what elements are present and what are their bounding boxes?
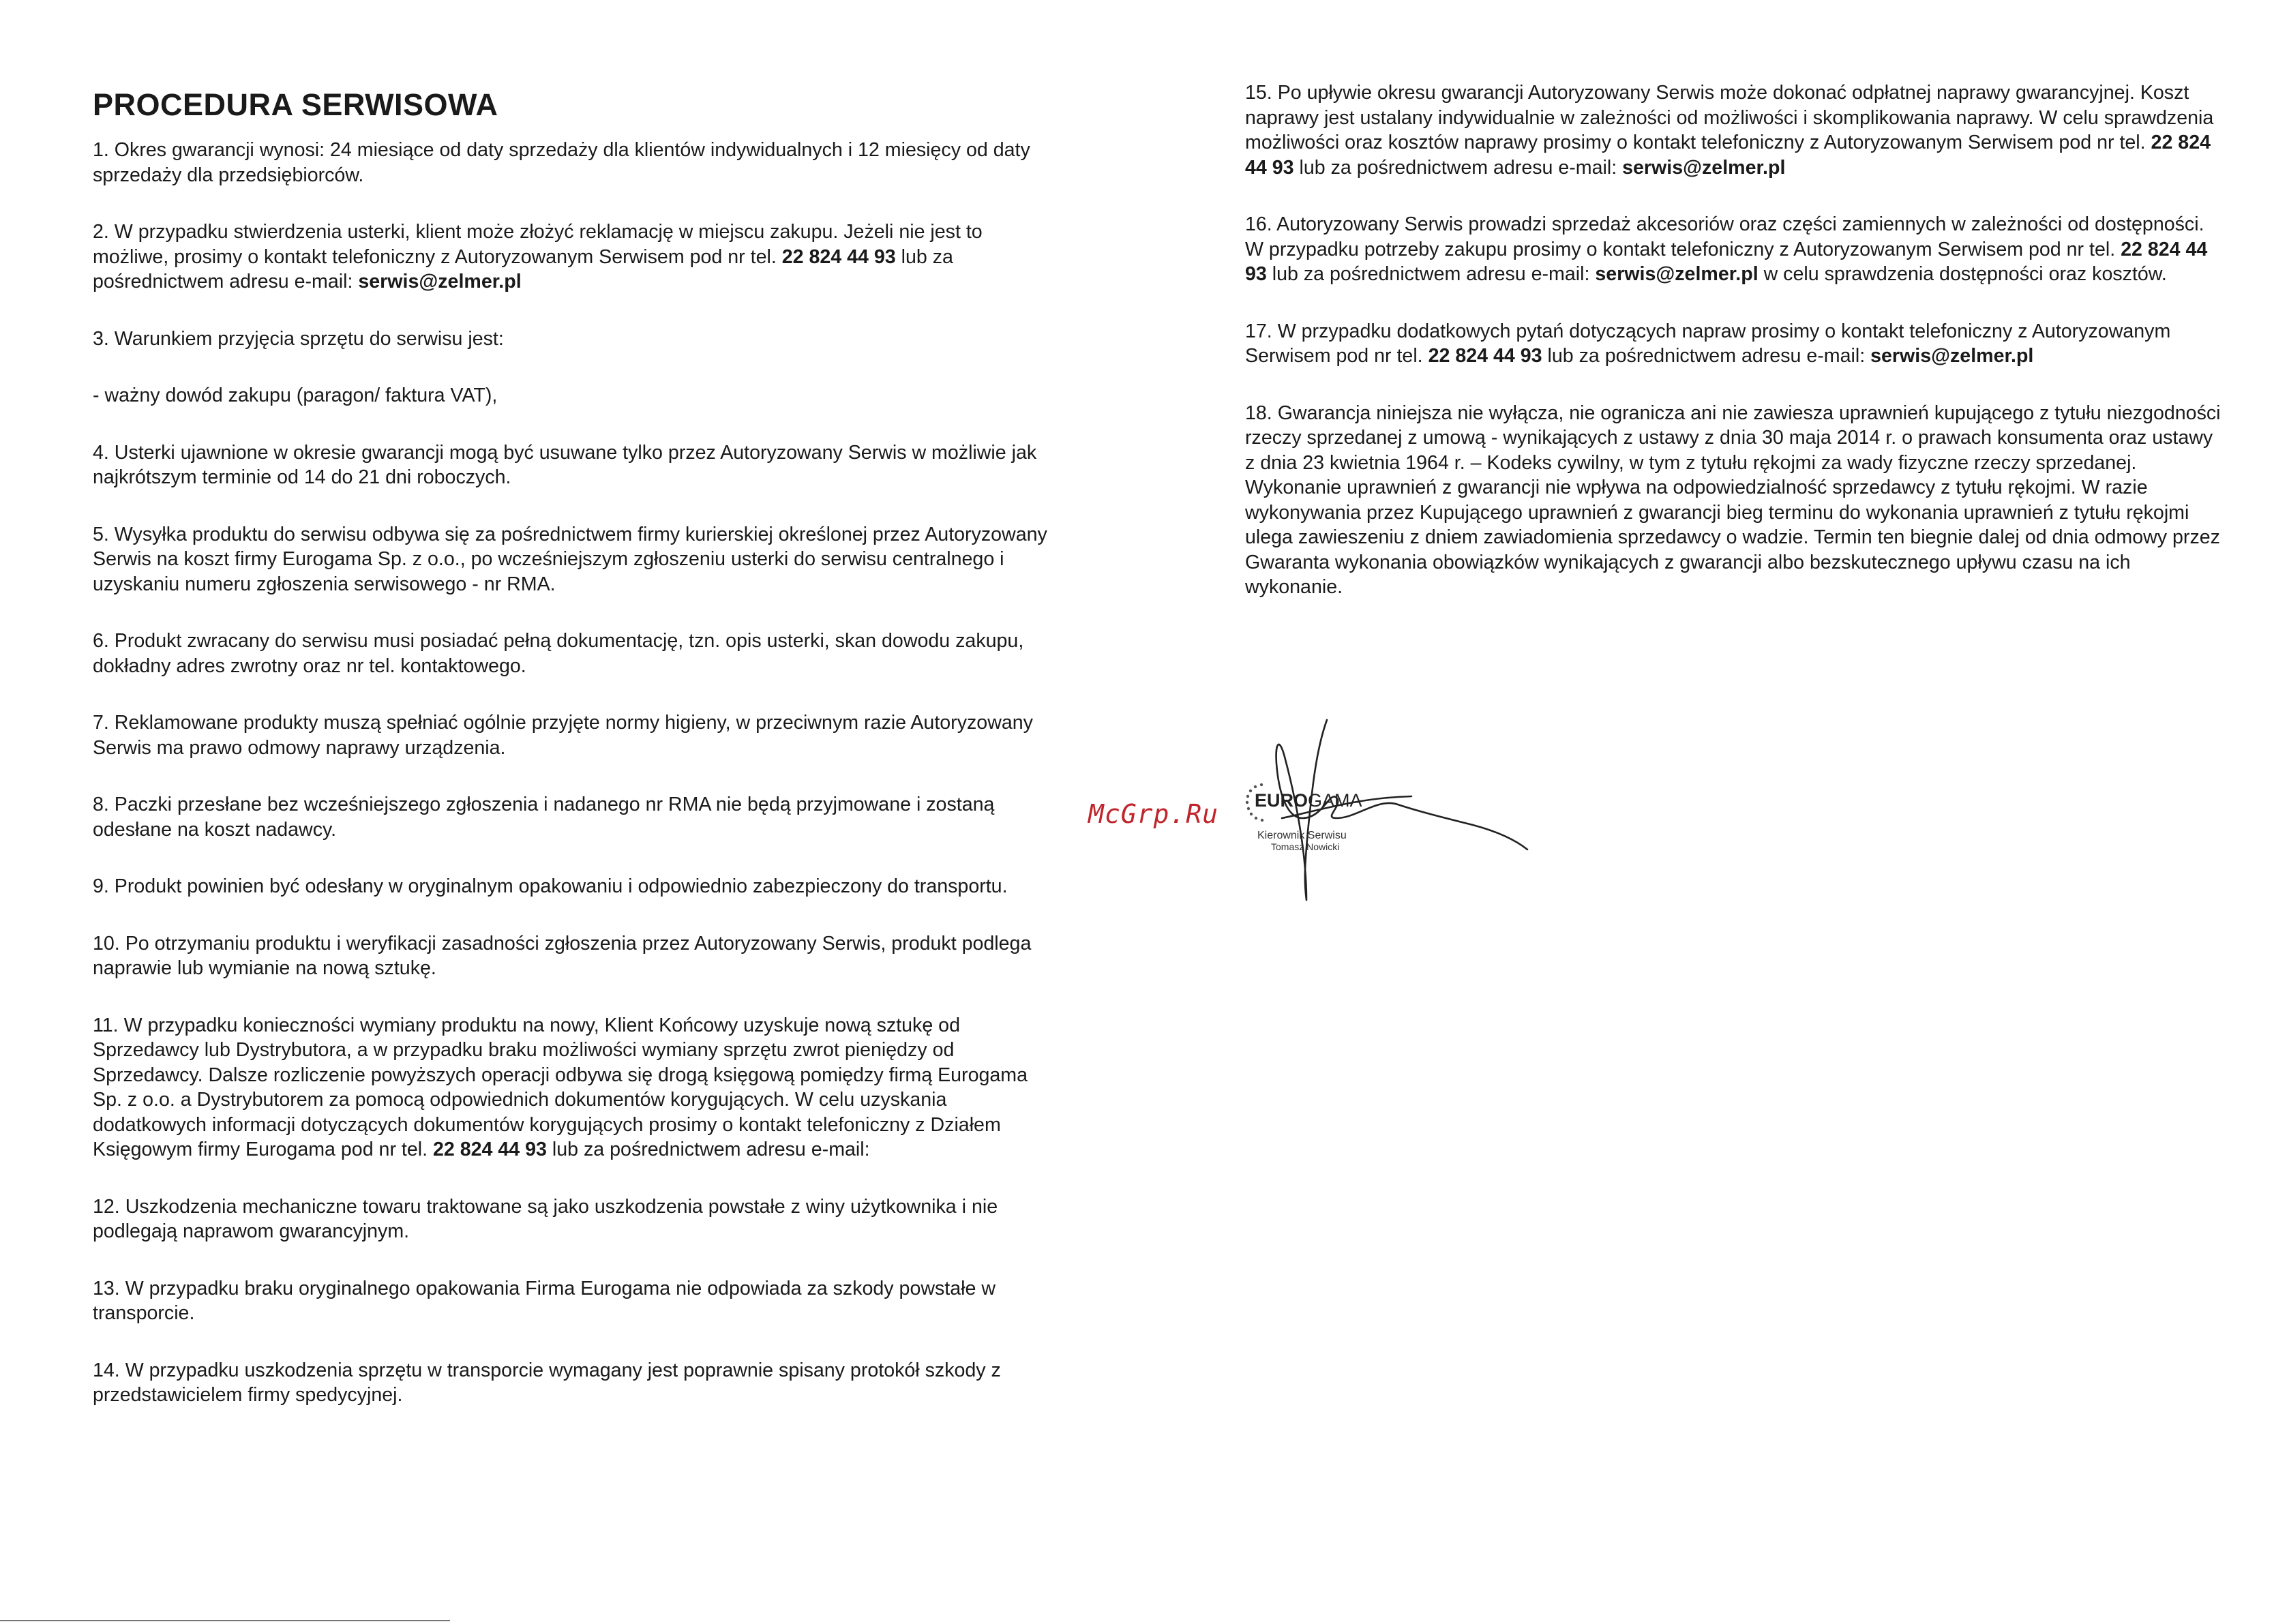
paragraph-p7	[93, 710, 1061, 760]
signature-stamp	[1241, 716, 1582, 914]
svg-text:Kierownik Serwisu: Kierownik Serwisu	[1257, 830, 1347, 841]
text-run: 18. Gwarancja niniejsza nie wyłącza, nie ogranicza ani nie zawiesza uprawnień kupującego z tytułu niezgodności rzeczy sprzedanej z umową - wynikających z ustawy z dnia 30 maja 2014 r. o prawach konsumenta oraz ustawy z dnia 23 kwietnia 1964 r. – Kodeks cywilny, w tym z tytułu rękojmi za wady fizyczne rzeczy sprzedanej. Wykonanie uprawnień z gwarancji nie wpływa na odpowiedzialność sprzedawcy z tytułu rękojmi. W razie wykonywania przez Kupującego uprawnień z gwarancji bieg terminu do wykonania uprawnień z tytułu rękojmi ulega zawieszeniu z dniem zawiadomienia sprzedawcy o wadzie. Termin ten biegnie dalej od dnia odmowy przez Gwaranta wykonania obowiązków wynikających z gwarancji albo bezskutecznego upływu czasu na ich wykonanie.	[1245, 402, 2221, 598]
paragraph-p6	[93, 629, 1061, 678]
bold-text: serwis@zelmer.pl	[1870, 345, 2034, 367]
text-run: 10. Po otrzymaniu produktu i weryfikacji zasadności zgłoszenia przez Autoryzowany Serwis, produkt podlega naprawie lub wymianie na nową sztukę.	[93, 932, 1032, 979]
text-run: 11. W przypadku konieczności wymiany produktu na nowy, Klient Końcowy uzyskuje nową sztukę od Sprzedawcy lub Dystrybutora, a w przypadku braku możliwości wymiany sprzętu zwrot pieniędzy od Sprzedawcy. Dalsze rozliczenie powyższych operacji odbywa się drogą księgową pomiędzy firmą Eurogama Sp. z o.o. a Dystrybutorem za pomocą odpowiednich dokumentów korygujących. W celu uzyskania dodatkowych informacji dotyczących dokumentów korygujących prosimy o kontakt telefoniczny z Działem Księgowym firmy Eurogama pod nr tel.	[93, 1014, 1028, 1160]
paragraph-p3a	[93, 383, 1061, 408]
paragraph-p3	[93, 327, 1061, 352]
text-run: lub za pośrednictwem adresu e-mail:	[1542, 345, 1871, 367]
bold-text: serwis@zelmer.pl	[358, 271, 522, 292]
text-run: lub za pośrednictwem adresu e-mail:	[93, 245, 953, 292]
paragraph-p13	[93, 1276, 1061, 1326]
text-run: 14. W przypadku uszkodzenia sprzętu w transporcie wymagany jest poprawnie spisany protokół szkody z przedstawicielem firmy spedycyjnej.	[93, 1359, 1001, 1406]
text-run: 9. Produkt powinien być odesłany w oryginalnym opakowaniu i odpowiednio zabezpieczony do transportu.	[93, 875, 1008, 897]
right-column	[1245, 80, 2227, 632]
svg-text:Tomasz Nowicki: Tomasz Nowicki	[1271, 841, 1340, 852]
text-run: 13. W przypadku braku oryginalnego opakowania Firma Eurogama nie odpowiada za szkody powstałe w transporcie.	[93, 1277, 996, 1324]
watermark: McGrp.Ru	[1088, 799, 1219, 829]
text-run: 2. W przypadku stwierdzenia usterki, klient może złożyć reklamację w miejscu zakupu. Jeżeli nie jest to możliwe, prosimy o kontakt telefoniczny z Autoryzowanym Serwisem pod nr tel.	[93, 221, 983, 268]
text-run: 8. Paczki przesłane bez wcześniejszego zgłoszenia i nadanego nr RMA nie będą przyjmowane i zostaną odesłane na koszt nadawcy.	[93, 794, 995, 841]
left-column	[93, 80, 1061, 1440]
bold-text: 22 824 44 93	[781, 245, 896, 268]
bold-text: 22 824 44 93	[433, 1139, 547, 1160]
bold-text: 22 824 44 93	[1245, 132, 2211, 179]
paragraph-p17	[1245, 319, 2227, 369]
text-run: 15. Po upływie okresu gwarancji Autoryzowany Serwis może dokonać odpłatnej naprawy gwarancyjnej. Koszt naprawy jest ustalany indywidualnie w zależności od możliwości i skomplikowania naprawy. W celu sprawdzenia możliwości oraz kosztów naprawy prosimy o kontakt telefoniczny z Autoryzowanym Serwisem pod nr tel.	[1245, 82, 2214, 153]
paragraph-p4	[93, 440, 1061, 490]
paragraph-p16	[1245, 212, 2227, 287]
text-run: - ważny dowód zakupu (paragon/ faktura VAT),	[93, 385, 498, 406]
paragraph-p14	[93, 1358, 1061, 1408]
paragraph-p11	[93, 1013, 1061, 1162]
svg-text:EUROGAMA: EUROGAMA	[1255, 790, 1362, 811]
text-run: w celu sprawdzenia dostępności oraz kosztów.	[1758, 263, 2167, 285]
text-run: 3. Warunkiem przyjęcia sprzętu do serwisu jest:	[93, 327, 504, 350]
page-title: PROCEDURA SERWISOWA	[93, 87, 498, 122]
paragraph-p1	[93, 138, 1061, 187]
left-paragraphs	[93, 138, 1061, 1408]
paragraph-p2	[93, 220, 1061, 295]
paragraph-p15	[1245, 80, 2227, 180]
paragraph-p5	[93, 522, 1061, 597]
paragraph-p10	[93, 931, 1061, 981]
right-paragraphs	[1245, 80, 2227, 600]
bold-text: serwis@zelmer.pl	[1595, 263, 1759, 285]
bottom-rule	[0, 1620, 450, 1621]
text-run: lub za pośrednictwem adresu e-mail:	[1293, 156, 1623, 179]
text-run: 5. Wysyłka produktu do serwisu odbywa się za pośrednictwem firmy kurierskiej określonej przez Autoryzowany Serwis na koszt firmy Eurogama Sp. z o.o., po wcześniejszym zgłoszeniu usterki do serwisu centralnego i uzyskaniu numeru zgłoszenia serwisowego - nr RMA.	[93, 523, 1047, 595]
text-run: lub za pośrednictwem adresu e-mail:	[1266, 263, 1596, 285]
text-run: 17. W przypadku dodatkowych pytań dotyczących napraw prosimy o kontakt telefoniczny z Autoryzowanym Serwisem pod nr tel.	[1245, 320, 2171, 367]
text-run: 4. Usterki ujawnione w okresie gwarancji mogą być usuwane tylko przez Autoryzowany Serwis w możliwie jak najkrótszym terminie od 14 do 21 dni roboczych.	[93, 441, 1037, 488]
text-run: 12. Uszkodzenia mechaniczne towaru traktowane są jako uszkodzenia powstałe z winy użytkownika i nie podlegają naprawom gwarancyjnym.	[93, 1195, 998, 1242]
bold-text: 22 824 44 93	[1428, 345, 1542, 367]
paragraph-p8	[93, 792, 1061, 842]
text-run: lub za pośrednictwem adresu e-mail:	[546, 1139, 870, 1160]
text-run: 16. Autoryzowany Serwis prowadzi sprzedaż akcesoriów oraz części zamiennych w zależności od dostępności. W przypadku potrzeby zakupu prosimy o kontakt telefoniczny z Autoryzowanym Serwisem pod nr tel.	[1245, 213, 2204, 260]
text-run: 1. Okres gwarancji wynosi: 24 miesiące od daty sprzedaży dla klientów indywidualnych i 12 miesięcy od daty sprzedaży dla przedsiębiorców.	[93, 139, 1030, 186]
paragraph-p9	[93, 874, 1061, 899]
text-run: 6. Produkt zwracany do serwisu musi posiadać pełną dokumentację, tzn. opis usterki, skan dowodu zakupu, dokładny adres zwrotny oraz nr tel. kontaktowego.	[93, 630, 1024, 677]
text-run: 7. Reklamowane produkty muszą spełniać ogólnie przyjęte normy higieny, w przeciwnym razie Autoryzowany Serwis ma prawo odmowy naprawy urządzenia.	[93, 712, 1033, 759]
paragraph-p12	[93, 1194, 1061, 1244]
paragraph-p18	[1245, 401, 2227, 600]
bold-text: serwis@zelmer.pl	[1622, 156, 1786, 179]
bold-text: 22 824 44 93	[1245, 238, 2208, 285]
